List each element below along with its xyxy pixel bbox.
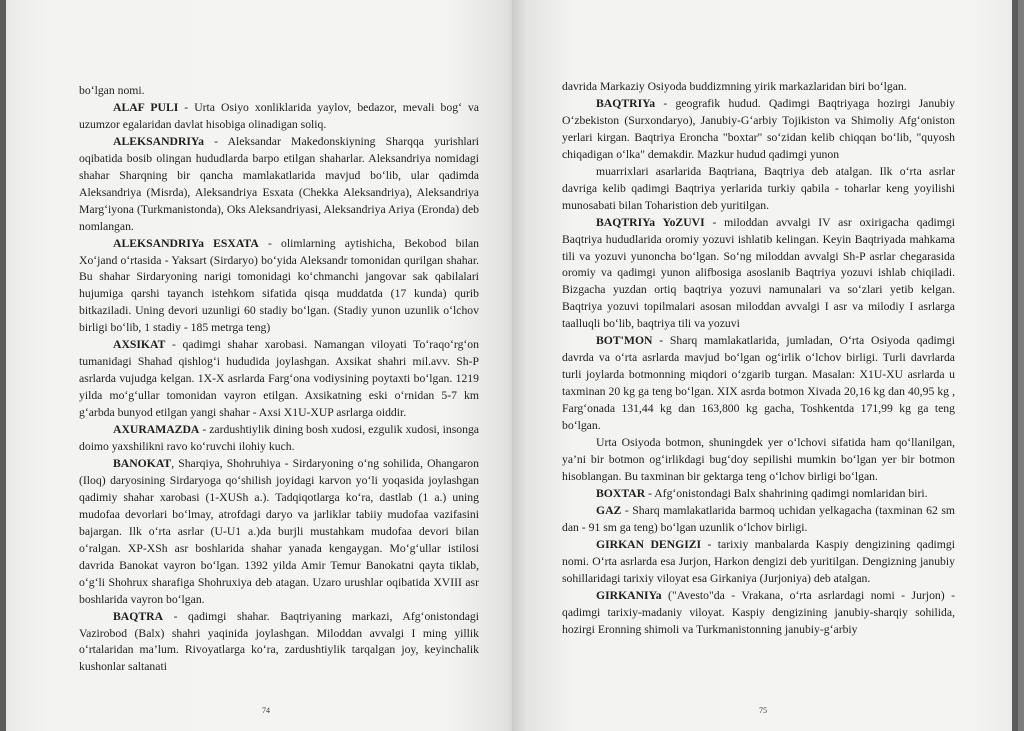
dictionary-entry bbox=[79, 83, 479, 100]
entry-term: BAQTRIYa YoZUVI bbox=[596, 215, 705, 229]
entry-term: AXURAMAZDA bbox=[113, 423, 200, 437]
entry-definition: - Aleksandar Makedonskiyning Sharqqa yurishlari oqibatida bosib olingan hududlarda barpo etilgan shaharlar. Aleksandriya nomidagi shahar Sharqning bir qancha mamlakatlarida mavjud bo‘lib, ular qadimda Aleksandriya (Misrda), Aleksandriya Esxata (Chekka Aleksandriya), Aleksandriya Marg‘iyona (Turkmanistonda), Oks Aleksandriyasi, Aleksandriya Ariya (Eronda) deb nomlangan. bbox=[79, 134, 479, 233]
entry-definition: bo‘lgan nomi. bbox=[79, 84, 145, 97]
dictionary-entry bbox=[79, 609, 479, 677]
dictionary-entry bbox=[562, 333, 955, 435]
entry-term: AXSIKAT bbox=[113, 338, 166, 352]
entry-definition: - qadimgi shahar xarobasi. Namangan viloyati To‘raqo‘rg‘on tumanidagi Shahad qishlog‘i hududida joylashgan. Axsikat shahri mil.avv. Sh-P asrlarda vujudga kelgan. 1X-X asrlarda Farg‘ona vodiysining poytaxti bo‘lgan. 1219 yilda mo‘g‘ullar tomonidan vayron etilgan. Axsikatning eski o‘rnidan 5-7 km g‘arbda bunyod etilgan yangi shahar - Axsi X1U-XUP asrlarga oiddir. bbox=[79, 338, 479, 420]
dictionary-entry bbox=[79, 456, 479, 609]
dictionary-entry bbox=[79, 422, 479, 456]
entry-definition: - miloddan avvalgi IV asr oxirigacha qadimgi Baqtriya hududlarida oromiy yozuvi ishlatib kelingan. Keyin Baqtriyada mahkama tili va yozuvi yunoncha bo‘lgan. So‘ng miloddan avvalgi Sh-P asrlar chegarasida oromiy va qadimgi yunon alifbosiga asoslanib Baqtriya yozuvi ishlab chiqiladi. Bizgacha yuzdan ortiq baqtriya yozuvi namunalari va so‘zlari yetib kelgan. Baqtriya yozuvi topilmalari asosan miloddan avvalgi I asr va milodiy I asrlarga taalluqli bo‘lib, baqtriya tili va yozuvi bbox=[562, 215, 955, 331]
entry-term: BOT'MON bbox=[596, 334, 653, 348]
right-page-number: 75 bbox=[759, 706, 767, 715]
dictionary-entry bbox=[79, 236, 479, 338]
entry-definition: - tarixiy manbalarda Kaspiy dengizining qadimgi nomi. O‘rta asrlarda esa Jurjon, Harkon dengizi deb yuritilgan. Dengizning janubiy sohillaridagi tarixiy viloyat esa Girkaniya (Jurjoniya) deb atalgan. bbox=[562, 537, 955, 585]
right-page-text bbox=[562, 79, 955, 638]
entry-term: GIRKAN DENGIZI bbox=[596, 537, 702, 551]
dictionary-entry bbox=[562, 588, 955, 639]
entry-term: BAQTRIYa bbox=[596, 96, 656, 110]
entry-term: ALAF PULI bbox=[113, 100, 179, 114]
entry-definition: - olimlarning aytishicha, Bekobod bilan Xo‘jand o‘rtasida - Yaksart (Sirdaryo) bo‘yida Aleksandr tomonidan qurilgan shahar. Bu shahar Sirdaryoning narigi tomonidagi ko‘chmanchi jangovar sak qabilalari hujumiga qarshi tayanch istehkom sifatida qisqa muddatda (17 kunda) qurib bitkaziladi. Uning devori uzunligi 60 stadiy bo‘lgan. (Stadiy yunon uzunlik o‘lchov birligi bo‘lib, 1 stadiy - 185 metrga teng) bbox=[79, 236, 479, 335]
entry-definition: - qadimgi shahar. Baqtriyaning markazi, Afg‘onistondagi Vazirobod (Balx) shahri yaqinida joylashgan. Miloddan avvalgi I ming yillik o‘rtalaridan ma’lum. Rivoyatlarga ko‘ra, zardushtiylik tarqalgan joy, keyinchalik kushonlar saltanati bbox=[79, 609, 479, 674]
entry-term: BANOKAT bbox=[113, 456, 172, 470]
dictionary-entry bbox=[562, 537, 955, 588]
entry-term: GIRKANIYa bbox=[596, 588, 662, 602]
entry-definition: , Sharqiya, Shohruhiya - Sirdaryoning o‘ng sohilida, Ohangaron (Iloq) daryosining Sirdaryoga qo‘shilish joyidagi karvon yo‘li yoqasida joylashgan qadimiy shahar xarobasi (1-XUSh a.). Tadqiqotlarga ko‘ra, dastlab (1 a.) uning mudofaa devorlari bo‘lmay, atrofdagi daryo va jarliklar tabiiy mudofaa vazifasini bajargan. Ilk o‘rta asrlar (U-U1 a.)da burjli mustahkam mudofaa devori bilan o‘ralgan. XP-XSh asr boshlarida shahar yanada kengaygan. Mo‘g‘ullar istilosi davrida Banokat vayron bo‘lgan. 1392 yilda Amir Temur Banokatni qayta tiklab, o‘g‘li Shohrux sharafiga Shohruxiya deb atagan. Uzaro urushlar oqibatida XVIII asr boshlarida vayron bo‘lgan. bbox=[79, 456, 479, 606]
dictionary-entry bbox=[562, 215, 955, 334]
entry-term: ALEKSANDRIYa ESXATA bbox=[113, 236, 259, 250]
dictionary-entry bbox=[79, 134, 479, 236]
entry-definition: Urta Osiyoda botmon, shuningdek yer o‘lchovi sifatida ham qo‘llanilgan, ya’ni bir botmon og‘irlikdagi bug‘doy sepilishi mumkin bo‘lgan yer bir botmon hisoblangan. Bu taxminan bir gektarga teng o‘lchov birligi bo‘lgan. bbox=[562, 436, 955, 483]
entry-definition: - geografik hudud. Qadimgi Baqtriyaga hozirgi Janubiy O‘zbekiston (Surxondaryo), Janubiy-G‘arbiy Tojikiston va Shimoliy Afg‘oniston yerlari kirgan. Baqtriya Eroncha "boxtar" so‘zidan kelib chiqqan bo‘lib, "quyosh chiqadigan o‘lka" demakdir. Mazkur hudud qadimgi yunon bbox=[562, 96, 955, 161]
left-page-text bbox=[79, 83, 479, 676]
entry-definition: davrida Markaziy Osiyoda buddizmning yirik markazlaridan biri bo‘lgan. bbox=[562, 80, 907, 93]
dictionary-entry bbox=[562, 96, 955, 164]
dictionary-entry bbox=[562, 79, 955, 96]
dictionary-entry bbox=[562, 486, 955, 503]
entry-definition: muarrixlari asarlarida Baqtriana, Baqtriya deb atalgan. Ilk o‘rta asrlar davriga kelib qadimgi Baqtriya yerlarida turkiy qabila - toharlar keng yoyilishi munosabati bilan Toharistion deb yuritilgan. bbox=[562, 164, 955, 212]
entry-definition: - Urta Osiyo xonliklarida yaylov, bedazor, mevali bog‘ va uzumzor egalaridan davlat hisobiga olinadigan soliq. bbox=[79, 100, 479, 131]
entry-definition: - Sharq mamlakatlarida, jumladan, O‘rta Osiyoda qadimgi davrda va o‘rta asrlarda mavjud bo‘lgan og‘irlik o‘lchov birligi. Turli davrlarda turli joylarda botmonning miqdori o‘zgarib turgan. Masalan: X1U-XU asrlarda u taxminan 20 kg ga teng bo‘lgan. XIX asrda botmon Xivada 20,16 kg dan 40,95 kg , Farg‘onada 131,44 kg dan 163,800 kg gacha, Toshkentda 171,99 kg ga teng bo‘lgan. bbox=[562, 334, 955, 433]
left-page-number: 74 bbox=[262, 706, 270, 715]
entry-term: ALEKSANDRIYa bbox=[113, 134, 204, 148]
entry-term: BAQTRA bbox=[113, 609, 164, 623]
entry-definition: - Sharq mamlakatlarida barmoq uchidan yelkagacha (taxminan 62 sm dan - 91 sm ga teng) bo‘lgan uzunlik o‘lchov birligi. bbox=[562, 503, 955, 534]
entry-definition: ("Avesto"da - Vrakana, o‘rta asrlardagi nomi - Jurjon) -qadimgi tarixiy-madaniy viloyat. Kaspiy dengizining janubiy-sharqiy sohilida, hozirgi Eronning shimoli va Turkmanistonning janubiy-g‘arbiy bbox=[562, 588, 955, 636]
entry-term: BOXTAR bbox=[596, 486, 646, 500]
dictionary-entry bbox=[79, 100, 479, 134]
dictionary-entry bbox=[562, 435, 955, 486]
right-page bbox=[512, 0, 1018, 731]
dictionary-entry bbox=[79, 337, 479, 422]
entry-definition: - Afg‘onistondagi Balx shahrining qadimgi nomlaridan biri. bbox=[645, 486, 928, 500]
dictionary-entry bbox=[562, 164, 955, 215]
entry-definition: - zardushtiylik dining bosh xudosi, ezgulik xudosi, insonga doimo yaxshilikni ravo ko‘ruvchi ilohiy kuch. bbox=[79, 423, 479, 454]
dictionary-entry bbox=[562, 503, 955, 537]
entry-term: GAZ bbox=[596, 503, 622, 517]
